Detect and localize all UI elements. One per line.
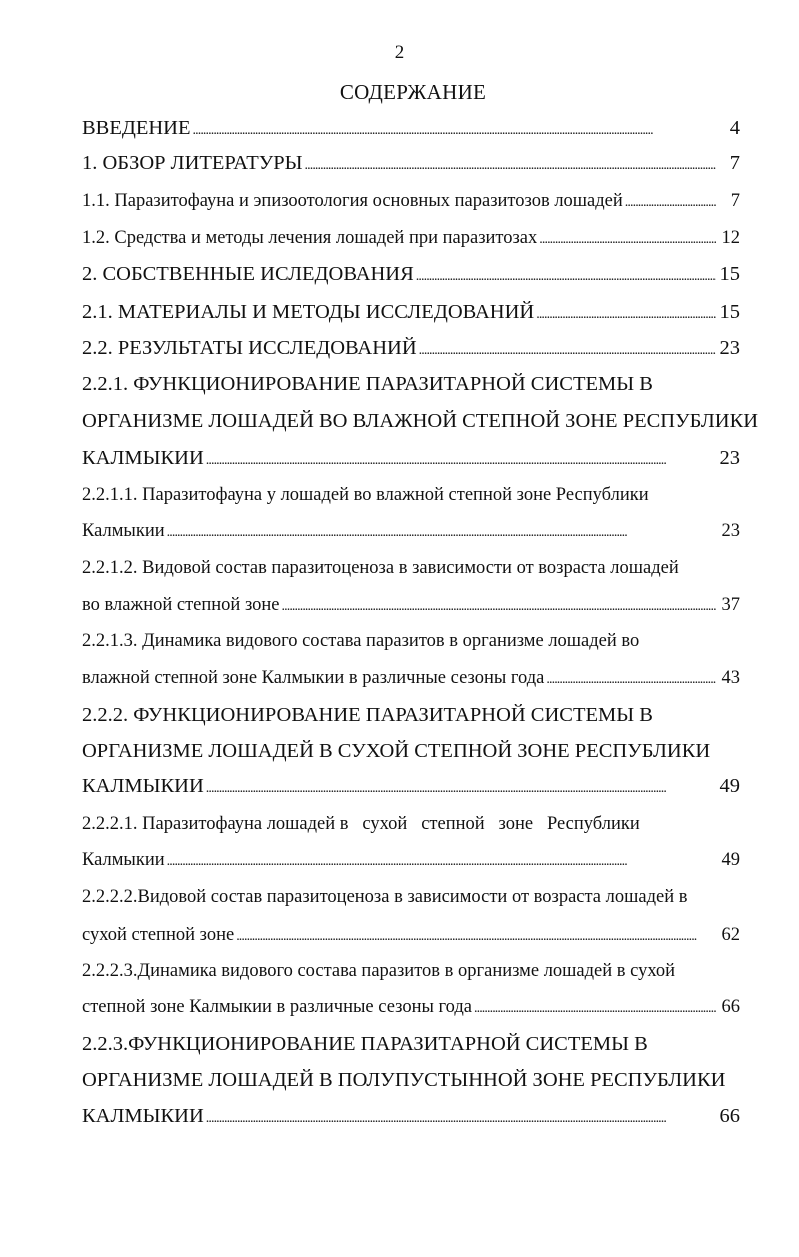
- dot-leader: [193, 124, 716, 138]
- toc-entry[interactable]: [82, 302, 740, 323]
- toc-entry-line2: ОРГАНИЗМЕ ЛОШАДЕЙ В ПОЛУПУСТЫННОЙ ЗОНЕ РЕСПУБЛИКИ: [82, 1069, 726, 1091]
- toc-entry-page: 49: [721, 850, 740, 870]
- toc-entry-text: Калмыкии: [82, 521, 165, 541]
- toc-entry-page: 66: [719, 1105, 740, 1127]
- toc-entry-text: ВВЕДЕНИЕ: [82, 117, 191, 139]
- toc-entry-page: 15: [719, 301, 740, 323]
- toc-entry-text: 1.2. Средства и методы лечения лошадей при паразитозах: [82, 228, 538, 248]
- toc-entry[interactable]: [82, 596, 740, 615]
- dot-leader: [167, 855, 716, 869]
- toc-entry[interactable]: [82, 1106, 740, 1127]
- dot-leader: [539, 233, 716, 247]
- dot-leader: [167, 526, 716, 540]
- toc-entry-text: 1.1. Паразитофауна и эпизоотология основных паразитозов лошадей: [82, 191, 623, 211]
- toc-entry[interactable]: [82, 264, 740, 285]
- dot-leader: [416, 270, 716, 284]
- toc-entry-line1: 2.2.2.2.Видовой состав паразитоценоза в зависимости от возраста лошадей в: [82, 887, 688, 907]
- dot-leader: [536, 308, 716, 322]
- toc-entry-text: сухой степной зоне: [82, 925, 235, 945]
- toc-entry-page: 23: [719, 447, 740, 469]
- toc-entry-text: Калмыкии: [82, 850, 165, 870]
- toc-entry-page: 23: [719, 337, 740, 359]
- toc-entry-page: 4: [729, 117, 740, 139]
- toc-entry-text: КАЛМЫКИИ: [82, 1105, 204, 1127]
- toc-entry-text: КАЛМЫКИИ: [82, 775, 204, 797]
- toc-entry[interactable]: [82, 192, 740, 211]
- toc-entry-text: влажной степной зоне Калмыкии в различные сезоны года: [82, 668, 545, 688]
- toc-entry-text: степной зоне Калмыкии в различные сезоны года: [82, 997, 472, 1017]
- toc-entry-line2: ОРГАНИЗМЕ ЛОШАДЕЙ ВО ВЛАЖНОЙ СТЕПНОЙ ЗОНЕ РЕСПУБЛИКИ: [82, 410, 759, 432]
- toc-title: СОДЕРЖАНИЕ: [339, 80, 487, 104]
- toc-entry[interactable]: [82, 448, 740, 469]
- toc-entry-text: во влажной степной зоне: [82, 595, 280, 615]
- toc-entry[interactable]: [82, 522, 740, 541]
- toc-entry-line1: 2.2.3.ФУНКЦИОНИРОВАНИЕ ПАРАЗИТАРНОЙ СИСТЕМЫ В: [82, 1033, 648, 1055]
- dot-leader: [236, 930, 716, 944]
- toc-entry[interactable]: [82, 998, 740, 1017]
- dot-leader: [625, 196, 716, 210]
- toc-entry-page: 23: [721, 521, 740, 541]
- toc-entry-line1: 2.2.2.3.Динамика видового состава паразитов в организме лошадей в сухой: [82, 961, 676, 981]
- toc-entry-line1: 2.2.2.1. Паразитофауна лошадей в сухой степной зоне Республики: [82, 814, 640, 834]
- toc-entry-page: 43: [721, 668, 740, 688]
- toc-entry-line1: 2.2.1.3. Динамика видового состава паразитов в организме лошадей во: [82, 631, 640, 651]
- toc-entry-line1: 2.2.1.1. Паразитофауна у лошадей во влажной степной зоне Республики: [82, 485, 649, 505]
- toc-entry-page: 15: [719, 263, 740, 285]
- toc-entry[interactable]: [82, 153, 740, 174]
- toc-entry-page: 7: [729, 152, 740, 174]
- dot-leader: [282, 600, 716, 614]
- toc-entry-text: 1. ОБЗОР ЛИТЕРАТУРЫ: [82, 152, 303, 174]
- toc-entry[interactable]: [82, 338, 740, 359]
- toc-entry[interactable]: [82, 669, 740, 688]
- toc-entry[interactable]: [82, 776, 740, 797]
- dot-leader: [206, 1112, 716, 1126]
- toc-entry-page: 49: [719, 775, 740, 797]
- toc-entry-page: 7: [730, 191, 740, 211]
- toc-entry-text: 2. СОБСТВЕННЫЕ ИСЛЕДОВАНИЯ: [82, 263, 414, 285]
- toc-entry-text: 2.1. МАТЕРИАЛЫ И МЕТОДЫ ИССЛЕДОВАНИЙ: [82, 301, 535, 323]
- dot-leader: [206, 782, 716, 796]
- toc-entry-page: 66: [721, 997, 740, 1017]
- toc-entry-text: 2.2. РЕЗУЛЬТАТЫ ИССЛЕДОВАНИЙ: [82, 337, 417, 359]
- toc-entry-page: 12: [721, 228, 740, 248]
- toc-entry-page: 62: [721, 925, 740, 945]
- toc-entry-line1: 2.2.1.2. Видовой состав паразитоценоза в зависимости от возраста лошадей: [82, 558, 679, 578]
- dot-leader: [305, 159, 716, 173]
- toc-entry[interactable]: [82, 926, 740, 945]
- dot-leader: [546, 673, 716, 687]
- dot-leader: [419, 344, 716, 358]
- dot-leader: [206, 454, 716, 468]
- toc-entry[interactable]: [82, 851, 740, 870]
- toc-entry[interactable]: [82, 229, 740, 248]
- dot-leader: [474, 1002, 716, 1016]
- toc-entry-text: КАЛМЫКИИ: [82, 447, 204, 469]
- page-number: 2: [394, 42, 405, 63]
- toc-entry[interactable]: [82, 118, 740, 139]
- toc-entry-line1: 2.2.1. ФУНКЦИОНИРОВАНИЕ ПАРАЗИТАРНОЙ СИСТЕМЫ В: [82, 373, 653, 395]
- toc-entry-line1: 2.2.2. ФУНКЦИОНИРОВАНИЕ ПАРАЗИТАРНОЙ СИСТЕМЫ В: [82, 704, 653, 726]
- toc-entry-line2: ОРГАНИЗМЕ ЛОШАДЕЙ В СУХОЙ СТЕПНОЙ ЗОНЕ РЕСПУБЛИКИ: [82, 740, 711, 762]
- toc-entry-page: 37: [721, 595, 740, 615]
